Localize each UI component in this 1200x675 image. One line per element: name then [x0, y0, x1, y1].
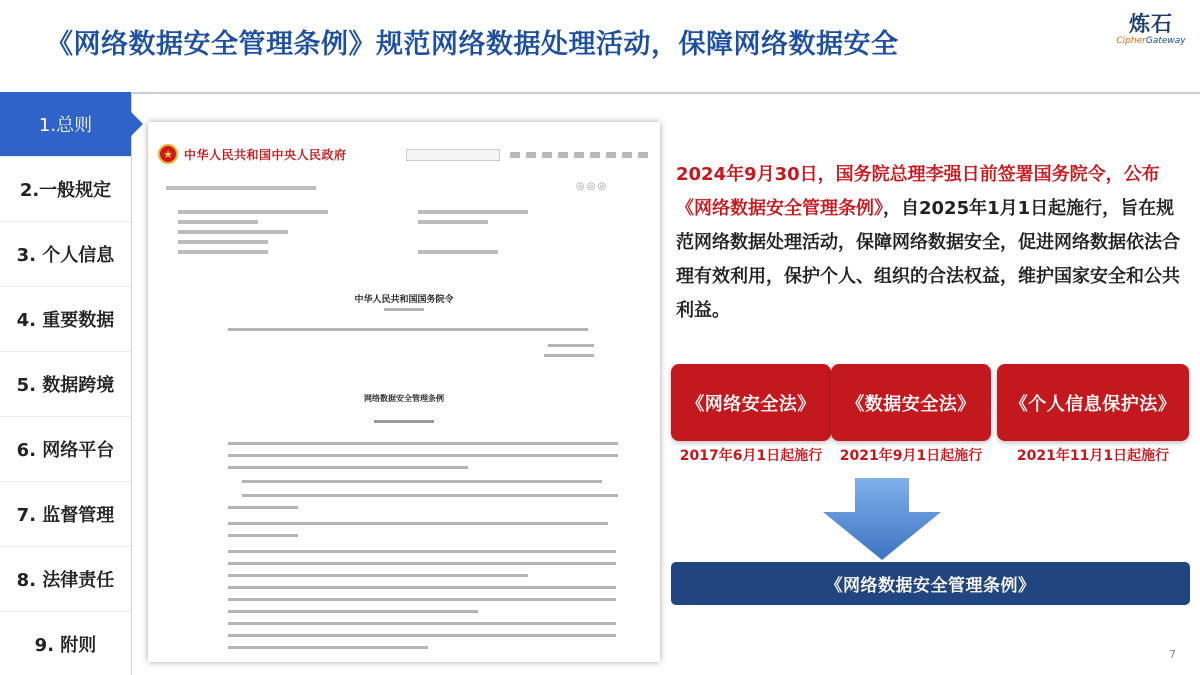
gov-site-header: [158, 144, 347, 164]
doc-meta-line: [178, 250, 268, 254]
doc-meta-line: [178, 230, 288, 234]
doc-text-line: [228, 442, 618, 445]
doc-text-line: [228, 550, 616, 553]
law-date-cybersecurity: 2017年6月1日起施行: [679, 448, 823, 464]
doc-text-line: [228, 562, 616, 565]
down-arrow-icon: [823, 478, 941, 560]
doc-text-line: [228, 466, 468, 469]
doc-text-line: [242, 480, 602, 483]
sidebar-item-cross-border[interactable]: 5. 数据跨境: [0, 352, 131, 417]
doc-meta-line: [418, 220, 488, 224]
gov-site-name: 中华人民共和国中央人民政府: [184, 147, 347, 162]
sidebar-item-supplementary[interactable]: 9. 附则: [0, 612, 131, 675]
logo-sub-text: [1108, 36, 1194, 46]
sidebar-item-supervision[interactable]: 7. 监督管理: [0, 482, 131, 547]
logo-sub-cipher: Cipher: [1116, 36, 1146, 46]
intro-body: ，自2025年1月1日起施行，旨在规范网络数据处理活动，保障网络数据安全，促进网络数据依法合理有效利用，保护个人、组织的合法权益，维护国家安全和公共利益。: [676, 198, 1180, 321]
doc-text-line: [228, 586, 616, 589]
doc-text-line: [228, 610, 478, 613]
doc-nav-links: [510, 152, 654, 158]
doc-text-line: [228, 454, 618, 457]
doc-text-line: [384, 308, 424, 311]
law-card-pipl: 《个人信息保护法》: [997, 364, 1189, 441]
doc-text-line: [228, 534, 298, 537]
logo-main-text: 炼石: [1129, 12, 1173, 36]
company-logo: [1108, 8, 1194, 46]
sidebar-item-legal-liability[interactable]: 8. 法律责任: [0, 547, 131, 612]
sidebar-item-personal-info[interactable]: 3. 个人信息: [0, 222, 131, 287]
logo-sub-gateway: Gateway: [1145, 36, 1186, 46]
header-divider: [132, 92, 1200, 94]
doc-meta-line: [418, 210, 528, 214]
sidebar-item-platforms[interactable]: 6. 网络平台: [0, 417, 131, 482]
law-date-pipl: 2021年11月1日起施行: [1016, 448, 1170, 464]
doc-text-line: [228, 328, 588, 331]
regulation-document-screenshot: [148, 122, 660, 662]
doc-breadcrumb: [166, 186, 316, 190]
doc-meta-line: [178, 240, 268, 244]
doc-text-line: [228, 622, 616, 625]
law-date-data-security: 2021年9月1日起施行: [839, 448, 983, 464]
doc-meta-line: [178, 210, 328, 214]
sidebar-item-important-data[interactable]: 4. 重要数据: [0, 287, 131, 352]
doc-order-heading: 中华人民共和国国务院令: [354, 295, 454, 305]
doc-text-line: [228, 646, 428, 649]
intro-highlight-title: 公布《网络数据安全管理条例》: [676, 164, 1160, 219]
slide-title: 《网络数据安全管理条例》规范网络数据处理活动，保障网络数据安全: [46, 29, 899, 60]
doc-meta-line: [178, 220, 258, 224]
doc-text-line: [228, 574, 528, 577]
sidebar-item-general-provisions[interactable]: 1.总则: [0, 92, 131, 157]
doc-text-line: [228, 634, 616, 637]
law-card-data-security: 《数据安全法》: [831, 364, 991, 441]
doc-text-line: [228, 522, 608, 525]
doc-text-line: [374, 420, 434, 423]
doc-text-line: [548, 344, 594, 347]
regulation-banner: 《网络数据安全管理条例》: [671, 562, 1190, 605]
law-card-cybersecurity: 《网络安全法》: [671, 364, 831, 441]
doc-text-line: [228, 506, 298, 509]
doc-text-line: [544, 354, 594, 357]
doc-law-title: 网络数据安全管理条例: [364, 394, 444, 403]
doc-search-box: [406, 149, 500, 161]
intro-highlight-date: 2024年9月30日，国务院总理李强日前签署国务院令，: [676, 164, 1124, 185]
chapter-sidebar: [0, 92, 132, 675]
sidebar-item-general-rules[interactable]: 2.一般规定: [0, 157, 131, 222]
page-number: 7: [1169, 648, 1176, 661]
doc-meta-line: [418, 250, 498, 254]
national-emblem-icon: ★: [158, 144, 178, 164]
doc-text-line: [242, 494, 618, 497]
regulation-intro-text: [676, 158, 1181, 328]
doc-share-icons: ◎◎◎: [576, 181, 609, 192]
doc-text-line: [228, 598, 616, 601]
